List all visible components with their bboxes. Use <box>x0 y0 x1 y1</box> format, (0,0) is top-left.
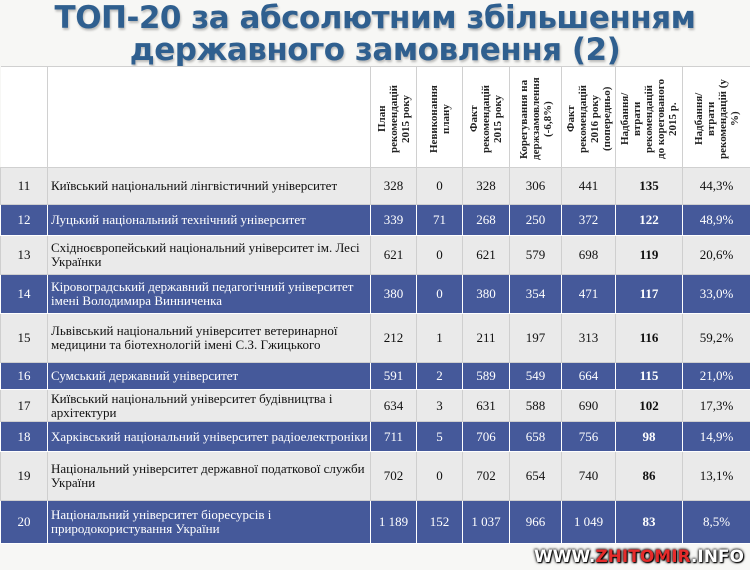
correction-value: 588 <box>510 390 562 422</box>
gain-pct-value: 44,3% <box>683 168 750 205</box>
university-name: Харківський національний університет радіоелектроніки <box>48 422 371 452</box>
row-index: 17 <box>1 390 48 422</box>
row-index: 15 <box>1 314 48 363</box>
university-name: Київський національний лінгвістичний університет <box>48 168 371 205</box>
header-label: Надбання/ втрати рекомендацій (у %) <box>692 79 741 159</box>
fact-2016-value: 1 049 <box>562 501 616 544</box>
row-index: 18 <box>1 422 48 452</box>
slide-title <box>0 2 750 66</box>
university-name: Сумський державний університет <box>48 363 371 390</box>
gain-pct-value: 48,9% <box>683 205 750 236</box>
gain-abs-value: 98 <box>616 422 683 452</box>
header-label: Факт рекомендацій 2015 року <box>468 85 504 153</box>
row-index: 12 <box>1 205 48 236</box>
gain-abs-value: 116 <box>616 314 683 363</box>
correction-value: 658 <box>510 422 562 452</box>
table-row <box>1 236 750 275</box>
table-row <box>1 168 750 205</box>
ranking-table <box>0 66 750 544</box>
gain-pct-value: 59,2% <box>683 314 750 363</box>
unfulfilled-value: 0 <box>417 452 463 501</box>
correction-value: 549 <box>510 363 562 390</box>
header-gain-abs <box>616 67 683 168</box>
plan-2015-value: 702 <box>371 452 417 501</box>
header-blank-name <box>48 67 371 168</box>
fact-2016-value: 698 <box>562 236 616 275</box>
unfulfilled-value: 2 <box>417 363 463 390</box>
fact-2015-value: 702 <box>463 452 510 501</box>
table-row <box>1 275 750 314</box>
gain-abs-value: 83 <box>616 501 683 544</box>
fact-2016-value: 471 <box>562 275 616 314</box>
row-index: 14 <box>1 275 48 314</box>
site-watermark <box>534 547 744 567</box>
unfulfilled-value: 71 <box>417 205 463 236</box>
fact-2015-value: 631 <box>463 390 510 422</box>
fact-2016-value: 372 <box>562 205 616 236</box>
header-correction <box>510 67 562 168</box>
gain-pct-value: 20,6% <box>683 236 750 275</box>
header-plan-2015 <box>371 67 417 168</box>
plan-2015-value: 711 <box>371 422 417 452</box>
gain-pct-value: 17,3% <box>683 390 750 422</box>
table-row <box>1 314 750 363</box>
gain-pct-value: 14,9% <box>683 422 750 452</box>
row-index: 19 <box>1 452 48 501</box>
table-row <box>1 390 750 422</box>
unfulfilled-value: 1 <box>417 314 463 363</box>
gain-abs-value: 86 <box>616 452 683 501</box>
fact-2015-value: 589 <box>463 363 510 390</box>
title-line-1: ТОП-20 за абсолютним збільшенням <box>54 0 696 36</box>
university-name: Національний університет державної податкової служби України <box>48 452 371 501</box>
correction-value: 579 <box>510 236 562 275</box>
university-name: Львівський національний університет ветеринарної медицини та біотехнологій імені С.З. Гжицького <box>48 314 371 363</box>
gain-pct-value: 21,0% <box>683 363 750 390</box>
plan-2015-value: 339 <box>371 205 417 236</box>
header-label: План рекомендацій 2015 року <box>375 85 412 153</box>
header-label: Корегування на держзамовлення (-6,8%) <box>517 77 554 161</box>
unfulfilled-value: 0 <box>417 168 463 205</box>
unfulfilled-value: 152 <box>417 501 463 544</box>
title-line-2: державного замовлення (2) <box>129 32 621 66</box>
fact-2015-value: 706 <box>463 422 510 452</box>
gain-pct-value: 8,5% <box>683 501 750 544</box>
unfulfilled-value: 0 <box>417 236 463 275</box>
table-row <box>1 422 750 452</box>
title-area <box>0 0 750 66</box>
table-row <box>1 501 750 544</box>
header-label: Невиконання плану <box>427 85 452 153</box>
row-index: 20 <box>1 501 48 544</box>
header-label: Факт рекомендацій 2016 року (попередньо) <box>564 85 613 153</box>
table-row <box>1 452 750 501</box>
fact-2016-value: 441 <box>562 168 616 205</box>
gain-pct-value: 13,1% <box>683 452 750 501</box>
fact-2016-value: 740 <box>562 452 616 501</box>
header-gain-pct <box>683 67 750 168</box>
fact-2015-value: 621 <box>463 236 510 275</box>
fact-2016-value: 690 <box>562 390 616 422</box>
university-name: Східноєвропейський національний університет ім. Лесі Українки <box>48 236 371 275</box>
fact-2016-value: 756 <box>562 422 616 452</box>
header-blank-index <box>1 67 48 168</box>
unfulfilled-value: 0 <box>417 275 463 314</box>
header-row <box>1 67 750 168</box>
plan-2015-value: 1 189 <box>371 501 417 544</box>
gain-abs-value: 135 <box>616 168 683 205</box>
correction-value: 354 <box>510 275 562 314</box>
university-name: Національний університет біоресурсів і природокористування України <box>48 501 371 544</box>
correction-value: 306 <box>510 168 562 205</box>
fact-2015-value: 380 <box>463 275 510 314</box>
header-fact-2016 <box>562 67 616 168</box>
fact-2015-value: 268 <box>463 205 510 236</box>
row-index: 16 <box>1 363 48 390</box>
watermark-brand: ZHITOMIR <box>595 547 691 567</box>
fact-2015-value: 328 <box>463 168 510 205</box>
university-name: Кіровоградський державний педагогічний університет імені Володимира Винниченка <box>48 275 371 314</box>
correction-value: 197 <box>510 314 562 363</box>
fact-2015-value: 211 <box>463 314 510 363</box>
header-fact-2015 <box>463 67 510 168</box>
plan-2015-value: 380 <box>371 275 417 314</box>
plan-2015-value: 328 <box>371 168 417 205</box>
gain-abs-value: 102 <box>616 390 683 422</box>
gain-abs-value: 122 <box>616 205 683 236</box>
fact-2016-value: 313 <box>562 314 616 363</box>
watermark-prefix: WWW. <box>534 547 596 567</box>
university-name: Луцький національний технічний університет <box>48 205 371 236</box>
fact-2015-value: 1 037 <box>463 501 510 544</box>
table-row <box>1 205 750 236</box>
gain-abs-value: 119 <box>616 236 683 275</box>
header-unfulfilled <box>417 67 463 168</box>
correction-value: 250 <box>510 205 562 236</box>
correction-value: 966 <box>510 501 562 544</box>
university-name: Київський національний університет будівництва і архітектури <box>48 390 371 422</box>
gain-abs-value: 117 <box>616 275 683 314</box>
plan-2015-value: 634 <box>371 390 417 422</box>
correction-value: 654 <box>510 452 562 501</box>
row-index: 13 <box>1 236 48 275</box>
plan-2015-value: 212 <box>371 314 417 363</box>
watermark-suffix: .INFO <box>690 547 744 567</box>
gain-abs-value: 115 <box>616 363 683 390</box>
row-index: 11 <box>1 168 48 205</box>
unfulfilled-value: 5 <box>417 422 463 452</box>
fact-2016-value: 664 <box>562 363 616 390</box>
header-label: Надбання/ втрати рекомендацій до корегованого 2015 р. <box>619 79 679 159</box>
gain-pct-value: 33,0% <box>683 275 750 314</box>
plan-2015-value: 621 <box>371 236 417 275</box>
plan-2015-value: 591 <box>371 363 417 390</box>
table-row <box>1 363 750 390</box>
unfulfilled-value: 3 <box>417 390 463 422</box>
